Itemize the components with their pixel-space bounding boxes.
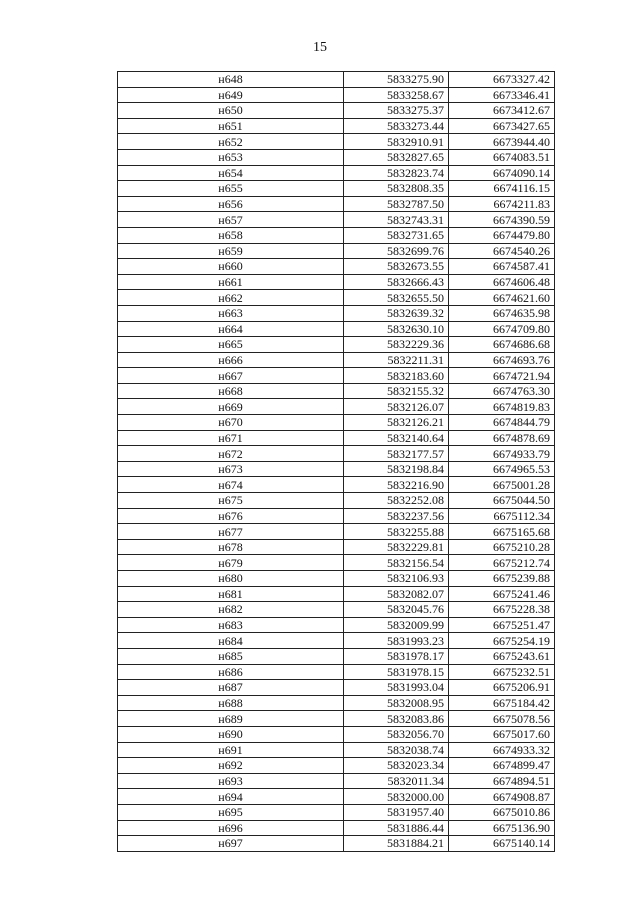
table-row (118, 508, 555, 524)
point-name-cell: н669 (118, 399, 344, 415)
table-row (118, 680, 555, 696)
point-name-cell: н695 (118, 804, 344, 820)
table-row (118, 711, 555, 727)
y-coordinate-cell: 6673427.65 (449, 118, 555, 134)
x-coordinate-cell: 5832252.08 (344, 493, 449, 509)
table-row (118, 524, 555, 540)
y-coordinate-cell: 6673346.41 (449, 87, 555, 103)
table-row (118, 243, 555, 259)
y-coordinate-cell: 6674116.15 (449, 181, 555, 197)
y-coordinate-cell: 6675254.19 (449, 633, 555, 649)
x-coordinate-cell: 5831993.23 (344, 633, 449, 649)
table-row (118, 493, 555, 509)
table-row (118, 804, 555, 820)
table-row (118, 134, 555, 150)
table-row (118, 571, 555, 587)
y-coordinate-cell: 6674083.51 (449, 149, 555, 165)
table-row (118, 274, 555, 290)
x-coordinate-cell: 5832823.74 (344, 165, 449, 181)
x-coordinate-cell: 5832156.54 (344, 555, 449, 571)
x-coordinate-cell: 5832126.07 (344, 399, 449, 415)
x-coordinate-cell: 5832183.60 (344, 368, 449, 384)
point-name-cell: н656 (118, 196, 344, 212)
point-name-cell: н657 (118, 212, 344, 228)
coordinates-table (117, 71, 555, 852)
x-coordinate-cell: 5832126.21 (344, 415, 449, 431)
point-name-cell: н668 (118, 383, 344, 399)
table-row (118, 726, 555, 742)
table-row (118, 539, 555, 555)
y-coordinate-cell: 6674090.14 (449, 165, 555, 181)
table-row (118, 695, 555, 711)
x-coordinate-cell: 5832011.34 (344, 773, 449, 789)
point-name-cell: н653 (118, 149, 344, 165)
table-row (118, 352, 555, 368)
point-name-cell: н648 (118, 72, 344, 88)
table-row (118, 633, 555, 649)
y-coordinate-cell: 6675078.56 (449, 711, 555, 727)
point-name-cell: н696 (118, 820, 344, 836)
page-number: 15 (313, 40, 327, 55)
table-row (118, 586, 555, 602)
y-coordinate-cell: 6674899.47 (449, 758, 555, 774)
y-coordinate-cell: 6674693.76 (449, 352, 555, 368)
point-name-cell: н659 (118, 243, 344, 259)
x-coordinate-cell: 5832008.95 (344, 695, 449, 711)
x-coordinate-cell: 5832211.31 (344, 352, 449, 368)
y-coordinate-cell: 6675044.50 (449, 493, 555, 509)
table-row (118, 477, 555, 493)
y-coordinate-cell: 6674721.94 (449, 368, 555, 384)
point-name-cell: н682 (118, 602, 344, 618)
y-coordinate-cell: 6673944.40 (449, 134, 555, 150)
x-coordinate-cell: 5832082.07 (344, 586, 449, 602)
point-name-cell: н673 (118, 461, 344, 477)
point-name-cell: н675 (118, 493, 344, 509)
y-coordinate-cell: 6673327.42 (449, 72, 555, 88)
table-row (118, 648, 555, 664)
y-coordinate-cell: 6675184.42 (449, 695, 555, 711)
point-name-cell: н694 (118, 789, 344, 805)
x-coordinate-cell: 5832083.86 (344, 711, 449, 727)
x-coordinate-cell: 5832787.50 (344, 196, 449, 212)
table-row (118, 212, 555, 228)
table-row (118, 742, 555, 758)
x-coordinate-cell: 5832056.70 (344, 726, 449, 742)
x-coordinate-cell: 5832639.32 (344, 305, 449, 321)
table-row (118, 165, 555, 181)
point-name-cell: н666 (118, 352, 344, 368)
point-name-cell: н678 (118, 539, 344, 555)
point-name-cell: н691 (118, 742, 344, 758)
y-coordinate-cell: 6674211.83 (449, 196, 555, 212)
y-coordinate-cell: 6674479.80 (449, 227, 555, 243)
table-row (118, 430, 555, 446)
y-coordinate-cell: 6675001.28 (449, 477, 555, 493)
point-name-cell: н670 (118, 415, 344, 431)
y-coordinate-cell: 6675241.46 (449, 586, 555, 602)
y-coordinate-cell: 6674763.30 (449, 383, 555, 399)
table-row (118, 290, 555, 306)
point-name-cell: н658 (118, 227, 344, 243)
point-name-cell: н683 (118, 617, 344, 633)
point-name-cell: н687 (118, 680, 344, 696)
table-row (118, 368, 555, 384)
point-name-cell: н677 (118, 524, 344, 540)
table-row (118, 103, 555, 119)
x-coordinate-cell: 5832255.88 (344, 524, 449, 540)
table-row (118, 399, 555, 415)
x-coordinate-cell: 5832827.65 (344, 149, 449, 165)
y-coordinate-cell: 6674635.98 (449, 305, 555, 321)
x-coordinate-cell: 5832198.84 (344, 461, 449, 477)
y-coordinate-cell: 6674606.48 (449, 274, 555, 290)
y-coordinate-cell: 6674908.87 (449, 789, 555, 805)
table-row (118, 555, 555, 571)
x-coordinate-cell: 5832630.10 (344, 321, 449, 337)
point-name-cell: н651 (118, 118, 344, 134)
y-coordinate-cell: 6674540.26 (449, 243, 555, 259)
y-coordinate-cell: 6674933.32 (449, 742, 555, 758)
x-coordinate-cell: 5832177.57 (344, 446, 449, 462)
y-coordinate-cell: 6673412.67 (449, 103, 555, 119)
point-name-cell: н674 (118, 477, 344, 493)
table-row (118, 149, 555, 165)
point-name-cell: н650 (118, 103, 344, 119)
y-coordinate-cell: 6674390.59 (449, 212, 555, 228)
y-coordinate-cell: 6674709.80 (449, 321, 555, 337)
x-coordinate-cell: 5832237.56 (344, 508, 449, 524)
x-coordinate-cell: 5832673.55 (344, 259, 449, 275)
table-row (118, 337, 555, 353)
table-row (118, 773, 555, 789)
point-name-cell: н697 (118, 836, 344, 852)
y-coordinate-cell: 6675251.47 (449, 617, 555, 633)
point-name-cell: н662 (118, 290, 344, 306)
point-name-cell: н680 (118, 571, 344, 587)
table-row (118, 446, 555, 462)
x-coordinate-cell: 5831978.17 (344, 648, 449, 664)
table-row (118, 820, 555, 836)
y-coordinate-cell: 6674587.41 (449, 259, 555, 275)
y-coordinate-cell: 6675206.91 (449, 680, 555, 696)
y-coordinate-cell: 6674894.51 (449, 773, 555, 789)
y-coordinate-cell: 6674621.60 (449, 290, 555, 306)
table-row (118, 87, 555, 103)
x-coordinate-cell: 5832229.36 (344, 337, 449, 353)
point-name-cell: н652 (118, 134, 344, 150)
y-coordinate-cell: 6675017.60 (449, 726, 555, 742)
table-row (118, 72, 555, 88)
point-name-cell: н685 (118, 648, 344, 664)
point-name-cell: н692 (118, 758, 344, 774)
x-coordinate-cell: 5832666.43 (344, 274, 449, 290)
y-coordinate-cell: 6674878.69 (449, 430, 555, 446)
table-row (118, 758, 555, 774)
x-coordinate-cell: 5833275.37 (344, 103, 449, 119)
point-name-cell: н671 (118, 430, 344, 446)
point-name-cell: н667 (118, 368, 344, 384)
y-coordinate-cell: 6674819.83 (449, 399, 555, 415)
point-name-cell: н661 (118, 274, 344, 290)
x-coordinate-cell: 5832808.35 (344, 181, 449, 197)
point-name-cell: н688 (118, 695, 344, 711)
table-row (118, 664, 555, 680)
y-coordinate-cell: 6674844.79 (449, 415, 555, 431)
x-coordinate-cell: 5831957.40 (344, 804, 449, 820)
x-coordinate-cell: 5832216.90 (344, 477, 449, 493)
point-name-cell: н655 (118, 181, 344, 197)
x-coordinate-cell: 5833258.67 (344, 87, 449, 103)
table-row (118, 321, 555, 337)
point-name-cell: н660 (118, 259, 344, 275)
point-name-cell: н684 (118, 633, 344, 649)
y-coordinate-cell: 6675212.74 (449, 555, 555, 571)
y-coordinate-cell: 6674933.79 (449, 446, 555, 462)
y-coordinate-cell: 6675232.51 (449, 664, 555, 680)
y-coordinate-cell: 6674965.53 (449, 461, 555, 477)
x-coordinate-cell: 5831884.21 (344, 836, 449, 852)
y-coordinate-cell: 6675010.86 (449, 804, 555, 820)
table-row (118, 383, 555, 399)
x-coordinate-cell: 5832023.34 (344, 758, 449, 774)
x-coordinate-cell: 5832229.81 (344, 539, 449, 555)
point-name-cell: н664 (118, 321, 344, 337)
x-coordinate-cell: 5832731.65 (344, 227, 449, 243)
point-name-cell: н676 (118, 508, 344, 524)
y-coordinate-cell: 6675228.38 (449, 602, 555, 618)
point-name-cell: н689 (118, 711, 344, 727)
y-coordinate-cell: 6675243.61 (449, 648, 555, 664)
y-coordinate-cell: 6675112.34 (449, 508, 555, 524)
point-name-cell: н681 (118, 586, 344, 602)
table-row (118, 305, 555, 321)
x-coordinate-cell: 5832009.99 (344, 617, 449, 633)
x-coordinate-cell: 5832000.00 (344, 789, 449, 805)
y-coordinate-cell: 6674686.68 (449, 337, 555, 353)
table-row (118, 836, 555, 852)
x-coordinate-cell: 5833275.90 (344, 72, 449, 88)
x-coordinate-cell: 5831886.44 (344, 820, 449, 836)
point-name-cell: н665 (118, 337, 344, 353)
point-name-cell: н679 (118, 555, 344, 571)
y-coordinate-cell: 6675136.90 (449, 820, 555, 836)
point-name-cell: н649 (118, 87, 344, 103)
x-coordinate-cell: 5832155.32 (344, 383, 449, 399)
x-coordinate-cell: 5832106.93 (344, 571, 449, 587)
y-coordinate-cell: 6675239.88 (449, 571, 555, 587)
y-coordinate-cell: 6675210.28 (449, 539, 555, 555)
x-coordinate-cell: 5831993.04 (344, 680, 449, 696)
table-row (118, 196, 555, 212)
table-row (118, 181, 555, 197)
point-name-cell: н690 (118, 726, 344, 742)
point-name-cell: н654 (118, 165, 344, 181)
x-coordinate-cell: 5831978.15 (344, 664, 449, 680)
table-row (118, 461, 555, 477)
y-coordinate-cell: 6675140.14 (449, 836, 555, 852)
table-row (118, 259, 555, 275)
table-row (118, 118, 555, 134)
y-coordinate-cell: 6675165.68 (449, 524, 555, 540)
table-row (118, 415, 555, 431)
x-coordinate-cell: 5832140.64 (344, 430, 449, 446)
coordinates-table-body (118, 72, 555, 852)
x-coordinate-cell: 5832743.31 (344, 212, 449, 228)
point-name-cell: н686 (118, 664, 344, 680)
table-row (118, 602, 555, 618)
x-coordinate-cell: 5832045.76 (344, 602, 449, 618)
x-coordinate-cell: 5832910.91 (344, 134, 449, 150)
table-row (118, 617, 555, 633)
x-coordinate-cell: 5833273.44 (344, 118, 449, 134)
table-row (118, 227, 555, 243)
point-name-cell: н693 (118, 773, 344, 789)
point-name-cell: н663 (118, 305, 344, 321)
x-coordinate-cell: 5832699.76 (344, 243, 449, 259)
x-coordinate-cell: 5832655.50 (344, 290, 449, 306)
point-name-cell: н672 (118, 446, 344, 462)
table-row (118, 789, 555, 805)
x-coordinate-cell: 5832038.74 (344, 742, 449, 758)
